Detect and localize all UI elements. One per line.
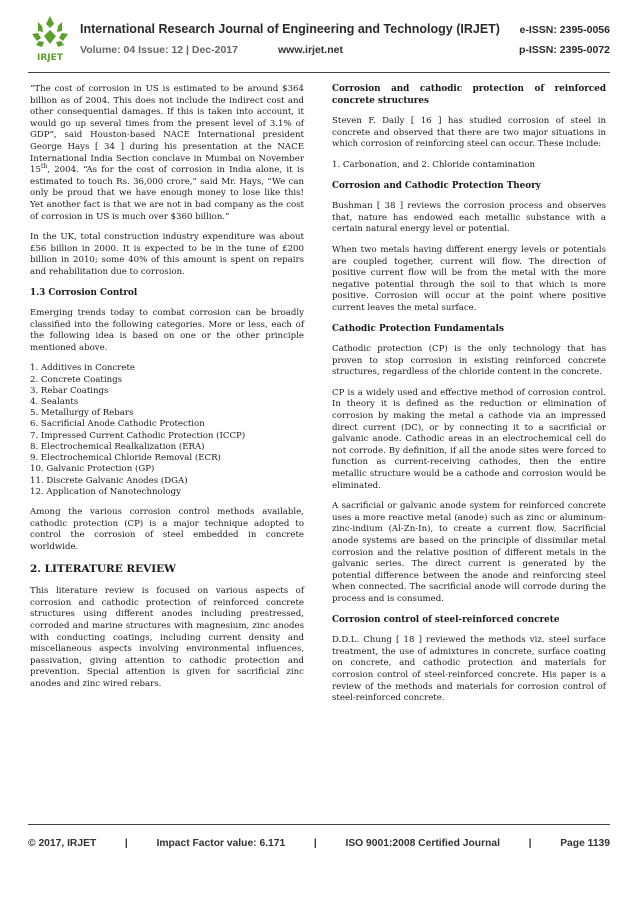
impact-factor: Impact Factor value: 6.171 — [156, 838, 286, 849]
paragraph-bushman: Bushman [ 38 ] reviews the corrosion process and observes that, nature has endowed each metallic substance with a certain natural energy level or potential. — [332, 201, 606, 235]
heading-literature-review: 2. LITERATURE REVIEW — [30, 563, 176, 576]
heading-cp-theory: Corrosion and Cathodic Protection Theory — [332, 180, 541, 191]
footer-separator: | — [313, 838, 317, 849]
paragraph-cp-widely-used: CP is a widely used and effective method of corrosion control. In theory it is defined as the reduction or elimination of corrosion by making the metal a cathode via an impressed direct current (DC), or by connecting it to a sacrificial or galvanic anode. Cathodic areas in an electrochemical cell do not corrode. By definition, if all the anode sites were forced to function as current-receiving cathodes, then the entire metallic structure would be a cathode and corrosion would be eliminated. — [332, 387, 606, 491]
p-issn: p-ISSN: 2395-0072 — [518, 44, 610, 56]
list-item: 1. Additives in Concrete — [30, 363, 136, 374]
page-number: Page 1139 — [560, 838, 610, 849]
list-item: 11. Discrete Galvanic Anodes (DGA) — [30, 475, 188, 486]
iso-certification: ISO 9001:2008 Certified Journal — [345, 838, 500, 849]
journal-title: International Research Journal of Engineering and Technology (IRJET) — [80, 22, 500, 36]
paragraph-emerging-trends: Emerging trends today to combat corrosion can be broadly classified into the following categories. More or less, each of the following idea is based on one or the other principle mentioned above. — [30, 308, 304, 353]
list-item: 2. Concrete Coatings — [30, 374, 123, 385]
paragraph-chung: D.D.L. Chung [ 18 ] reviewed the methods viz. steel surface treatment, the use of admixtures in concrete, surface coating on concrete, and cathodic protection and materials for corrosion control of steel-reinforced concrete. His paper is a review of the methods and materials for corrosion control of steel-reinforced concrete. — [332, 635, 606, 704]
paragraph-lit-review: This literature review is focused on various aspects of corrosion and cathodic protection of reinforced concrete structures using different anodes including prestressed, corroded and marine structures with magnesium, zinc anodes with conducting coatings, including current density and miscellaneous aspects involving environmental influences, passivation, giving attention to cathodic protection and prevention. Special attention is given for sacrificial zinc anodes and zinc wired rebars. — [30, 586, 304, 690]
list-item: 6. Sacrificial Anode Cathodic Protection — [30, 419, 205, 430]
paragraph-daily: Steven F. Daily [ 16 ] has studied corrosion of steel in concrete and observed that there are two major situations in which corrosion of reinforcing steel can occur. These include: — [332, 116, 606, 150]
copyright: © 2017, IRJET — [28, 838, 97, 849]
paragraph-uk: In the UK, total construction industry expenditure was about £56 billion in 2000. It is expected to be in the tune of £200 billion in 2010; some 40% of this amount is spent on repairs and rehabilitation due to corrosion. — [30, 232, 304, 277]
list-item: 3. Rebar Coatings — [30, 385, 109, 396]
header-rule — [28, 72, 610, 73]
svg-text:IRJET: IRJET — [37, 53, 63, 63]
left-column — [30, 84, 304, 700]
heading-corrosion-control-steel: Corrosion control of steel-reinforced concrete — [332, 614, 560, 625]
paragraph-cp-only-tech: Cathodic protection (CP) is the only technology that has proven to stop corrosion in existing reinforced concrete structures, regardless of the chloride content in the concrete. — [332, 344, 606, 378]
e-issn: e-ISSN: 2395-0056 — [519, 24, 610, 36]
paragraph-sacrificial-anode: A sacrificial or galvanic anode system for reinforced concrete uses a more reactive metal (anode) such as zinc or aluminum-zinc-indium (Al-Zn-In), to create a current flow. Sacrificial anode systems are based on the principle of dissimilar metal corrosion and the relative position of different metals in the galvanic series. The direct current is generated by the potential difference between the anode and reinforcing steel when connected. The sacrificial anode will corrode during the process and is consumed. — [332, 501, 606, 604]
heading-corrosion-control: 1.3 Corrosion Control — [30, 287, 138, 298]
heading-corrosion-cathodic-protection: Corrosion and cathodic protection of reinforced concrete structures — [332, 84, 606, 106]
volume-issue: Volume: 04 Issue: 12 | Dec-2017 — [80, 44, 238, 56]
paragraph-two-metals: When two metals having different energy levels or potentials are coupled together, current will flow. The direction of positive current flow will be from the metal with the more negative potential through the soil to that which is more positive. Corrosion will occur at the point where positive current leaves the metal surface. — [332, 244, 606, 313]
paragraph-cp-major: Among the various corrosion control methods available, cathodic protection (CP) is a major technique adopted to control the corrosion of steel embedded in concrete worldwide. — [30, 506, 304, 552]
corrosion-methods-list — [30, 363, 304, 497]
footer-separator: | — [124, 838, 128, 849]
right-column — [332, 84, 606, 714]
paragraph-cost-us: “The cost of corrosion in US is estimated to be around $364 billion as of 2004. This does not include the indirect cost and other consequential damages. If this is taken into account, it would go up several times from the present level of 3.1% of GDP”, said Houston-based NACE International president George Hays [ 34 ] during his presentation at the NACE International India Section conclave in Mumbai on November 15th, 2004. “As for the cost of corrosion in India alone, it is estimated to touch Rs. 36,000 crore,” said Mr. Hays, “We can only be proud that we have enough money to lose like this! Yet another fact is that we are not in bad company as the cost of corrosion in US is much over $360 billion.” — [30, 84, 304, 222]
list-item: 7. Impressed Current Cathodic Protection (ICCP) — [30, 430, 246, 441]
page-footer — [28, 838, 610, 849]
list-item: 10. Galvanic Protection (GP) — [30, 464, 155, 475]
paragraph-carbonation: 1. Carbonation, and 2. Chloride contamination — [332, 159, 536, 170]
list-item: 5. Metallurgy of Rebars — [30, 408, 134, 419]
list-item: 12. Application of Nanotechnology — [30, 486, 181, 497]
heading-cp-fundamentals: Cathodic Protection Fundamentals — [332, 323, 504, 334]
footer-separator: | — [528, 838, 532, 849]
list-item: 8. Electrochemical Realkalization (ERA) — [30, 441, 205, 452]
irjet-logo — [28, 14, 72, 64]
footer-rule — [28, 824, 610, 825]
list-item: 9. Electrochemical Chloride Removal (ECR) — [30, 453, 221, 464]
journal-website: www.irjet.net — [278, 44, 343, 56]
list-item: 4. Sealants — [30, 397, 79, 408]
page-header — [28, 14, 610, 64]
